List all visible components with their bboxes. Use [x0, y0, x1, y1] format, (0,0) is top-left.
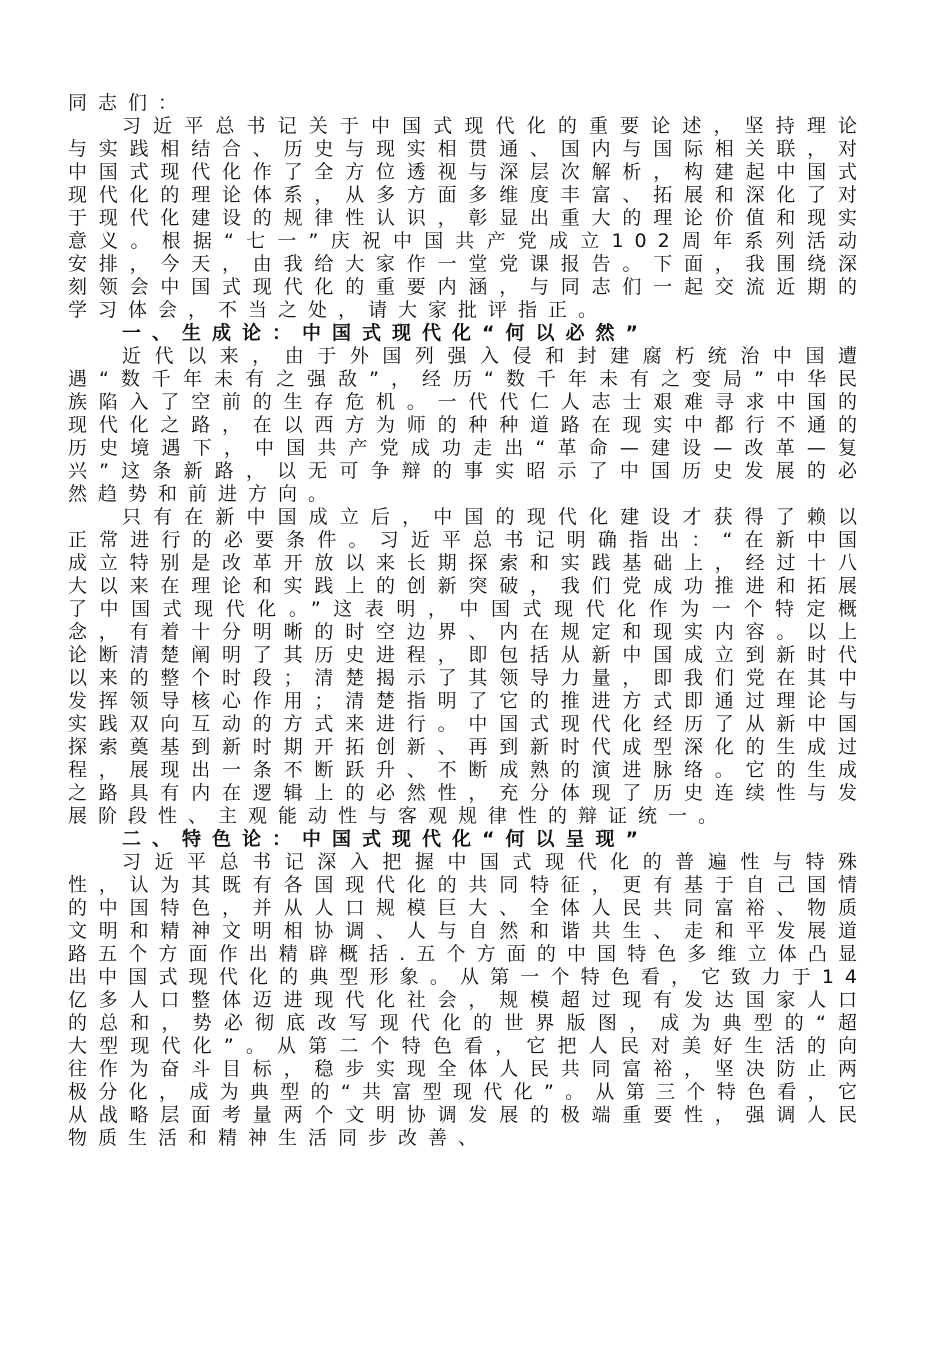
document-body — [68, 92, 868, 1150]
intro-paragraph: 习近平总书记关于中国式现代化的重要论述，坚持理论与实践相结合、历史与现实相贯通、国内与国际相关联，对中国式现代化作了全方位透视与深层次解析，构建起中国式现代化的理论体系，从多方面多维度丰富、拓展和深化了对于现代化建设的规律性认识，彰显出重大的理论价值和现实意义。根据“七一”庆祝中国共产党成立102周年系列活动安排，今天，由我给大家作一堂党课报告。下面，我围绕深刻领会中国式现代化的重要内涵，与同志们一起交流近期的学习体会，不当之处，请大家批评指正。 — [68, 115, 868, 321]
salutation: 同志们： — [68, 92, 189, 114]
section-heading-1: 一、生成论：中国式现代化“何以必然” — [122, 322, 649, 344]
section-heading-2: 二、特色论：中国式现代化“何以呈现” — [122, 828, 649, 850]
section1-paragraph-2: 只有在新中国成立后，中国的现代化建设才获得了赖以正常进行的必要条件。习近平总书记明确指出：“在新中国成立特别是改革开放以来长期探索和实践基础上，经过十八大以来在理论和实践上的创新突破，我们党成功推进和拓展了中国式现代化。”这表明，中国式现代化作为一个特定概念，有着十分明晰的时空边界、内在规定和现实内容。以上论断清楚阐明了其历史进程，即包括从新中国成立到新时代以来的整个时段；清楚揭示了其领导力量，即我们党在其中发挥领导核心作用；清楚指明了它的推进方式即通过理论与实践双向互动的方式来进行。中国式现代化经历了从新中国探索奠基到新时期开拓创新、再到新时代成型深化的生成过程，展现出一条不断跃升、不断成熟的演进脉络。它的生成之路具有内在逻辑上的必然性，充分体现了历史连续性与发展阶段性、主观能动性与客观规律性的辩证统一。 — [68, 506, 868, 827]
section2-paragraph-1: 习近平总书记深入把握中国式现代化的普遍性与特殊性，认为其既有各国现代化的共同特征，更有基于自己国情的中国特色，并从人口规模巨大、全体人民共同富裕、物质文明和精神文明相协调、人与自然和谐共生、走和平发展道路五个方面作出精辟概括.五个方面的中国特色多维立体凸显出中国式现代化的典型形象。从第一个特色看，它致力于14亿多人口整体迈进现代化社会，规模超过现有发达国家人口的总和，势必彻底改写现代化的世界版图，成为典型的“超大型现代化”。从第二个特色看，它把人民对美好生活的向往作为奋斗目标，稳步实现全体人民共同富裕，坚决防止两极分化，成为典型的“共富型现代化”。从第三个特色看，它从战略层面考量两个文明协调发展的极端重要性，强调人民物质生活和精神生活同步改善、 — [68, 851, 868, 1149]
section1-paragraph-1: 近代以来，由于外国列强入侵和封建腐朽统治中国遭遇“数千年未有之强敌”，经历“数千年未有之变局”中华民族陷入了空前的生存危机。一代代仁人志士艰难寻求中国的现代化之路，在以西方为师的种种道路在现实中都行不通的历史境遇下，中国共产党成功走出“革命—建设—改革—复兴”这条新路，以无可争辩的事实昭示了中国历史发展的必然趋势和前进方向。 — [68, 345, 868, 505]
